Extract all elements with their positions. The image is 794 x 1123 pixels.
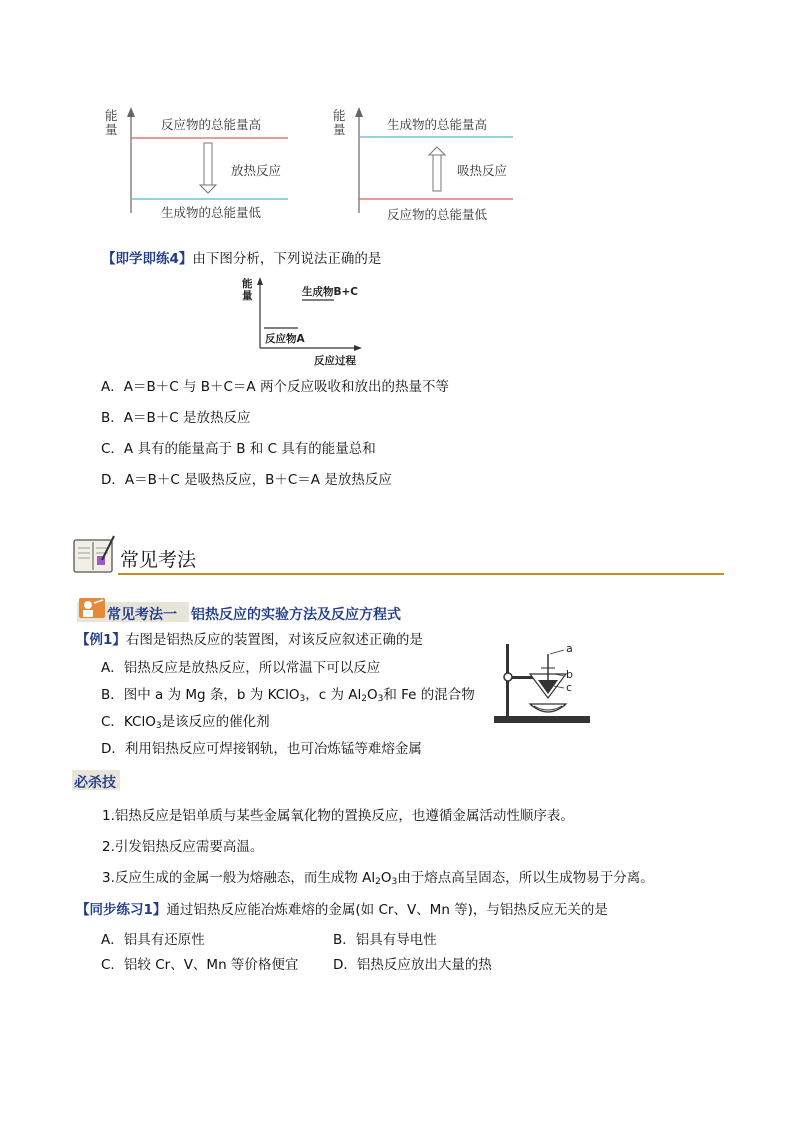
section-header xyxy=(72,534,724,578)
evaporating-dish xyxy=(530,704,566,712)
sync1-tag: 【同步练习1】 xyxy=(76,902,167,918)
notebook-pen-icon xyxy=(72,534,116,576)
example1-option-c: C．KClO$_3$是该反应的催化剂 xyxy=(101,714,270,731)
graph-y-label: 能量 xyxy=(242,278,253,302)
down-arrow xyxy=(200,143,216,193)
endothermic-diagram xyxy=(323,105,523,222)
sync1-option-d: D．铝热反应放出大量的热 xyxy=(333,957,492,973)
y-axis-arrow xyxy=(355,107,363,117)
sync1-option-b: B．铝具有导电性 xyxy=(333,932,437,948)
tip-2: 2.引发铝热反应需要高温。 xyxy=(102,839,264,855)
thermite-apparatus-figure xyxy=(492,640,592,726)
reaction-type-label: 放热反应 xyxy=(231,163,282,178)
example1-option-a: A．铝热反应是放热反应，所以常温下可以反应 xyxy=(101,660,381,676)
top-level-label: 生成物的总能量高 xyxy=(387,117,488,132)
bottom-level-label: 生成物的总能量低 xyxy=(161,205,262,220)
thermite-apparatus-svg xyxy=(492,640,592,726)
example1-stem: 右图是铝热反应的装置图，对该反应叙述正确的是 xyxy=(125,632,423,648)
sync1-stem: 通过铝热反应能冶炼难熔的金属(如 Cr、V、Mn 等)，与铝热反应无关的是 xyxy=(166,902,608,918)
practice4-graph xyxy=(238,276,368,368)
example1-option-b: B．图中 a 为 Mg 条，b 为 KClO$_3$，c 为 $Al_2O_3$和 Fe 的混合物 xyxy=(101,687,475,704)
subsection-title: 常见考法一 铝热反应的实验方法及反应方程式 xyxy=(107,607,401,623)
y-axis-arrow xyxy=(127,107,135,117)
graph-x-label: 反应过程 xyxy=(314,355,356,367)
reaction-type-label: 吸热反应 xyxy=(457,163,508,178)
exothermic-diagram xyxy=(95,105,295,220)
practice4-stem: 由下图分析，下列说法正确的是 xyxy=(192,251,382,267)
example1-question xyxy=(76,628,423,648)
subsection-header xyxy=(77,592,497,624)
sync1-option-a: A．铝具有还原性 xyxy=(101,932,205,948)
label-a: a xyxy=(566,642,573,655)
y-axis-arrow xyxy=(257,277,263,285)
stand-base xyxy=(494,716,590,723)
graph-high-label: 生成物B+C xyxy=(302,286,359,298)
clamp-knob xyxy=(504,673,512,681)
practice4-option-b: B．A＝B＋C 是放热反应 xyxy=(101,410,251,426)
practice4-option-d: D．A＝B＋C 是吸热反应，B＋C＝A 是放热反应 xyxy=(101,472,392,488)
bottom-level-label: 反应物的总能量低 xyxy=(387,207,488,222)
graph-low-label: 反应物A xyxy=(265,333,305,345)
x-axis-arrow xyxy=(354,345,362,351)
label-b: b xyxy=(566,668,573,681)
sync1-option-c: C．铝较 Cr、V、Mn 等价格便宜 xyxy=(101,957,299,973)
tips-heading xyxy=(72,770,120,790)
practice4-tag: 【即学即练4】 xyxy=(102,251,193,267)
tip-3: 3.反应生成的金属一般为熔融态，而生成物 $Al_2O_3$由于熔点高呈固态，所以生成物易于分离。 xyxy=(102,870,654,887)
practice4-question xyxy=(102,247,381,267)
tip-1: 1.铝热反应是铝单质与某些金属氧化物的置换反应，也遵循金属活动性顺序表。 xyxy=(102,808,574,824)
practice4-option-c: C．A 具有的能量高于 B 和 C 具有的能量总和 xyxy=(101,441,376,457)
label-c: c xyxy=(566,681,573,694)
section-title: 常见考法 xyxy=(120,549,197,571)
y-axis-label: 能量 xyxy=(105,108,118,137)
example1-tag: 【例1】 xyxy=(76,632,126,648)
up-arrow xyxy=(429,147,445,191)
example1-option-d: D．利用铝热反应可焊接钢轨，也可冶炼锰等难熔金属 xyxy=(101,741,422,757)
top-level-label: 反应物的总能量高 xyxy=(161,117,262,132)
sync1-question xyxy=(76,898,608,918)
tips-heading-text: 必杀技 xyxy=(74,775,116,791)
section-title-rule xyxy=(118,573,724,575)
y-axis-label: 能量 xyxy=(333,108,346,137)
practice4-option-a: A．A＝B＋C 与 B＋C＝A 两个反应吸收和放出的热量不等 xyxy=(101,379,449,395)
teacher-icon xyxy=(79,592,107,620)
